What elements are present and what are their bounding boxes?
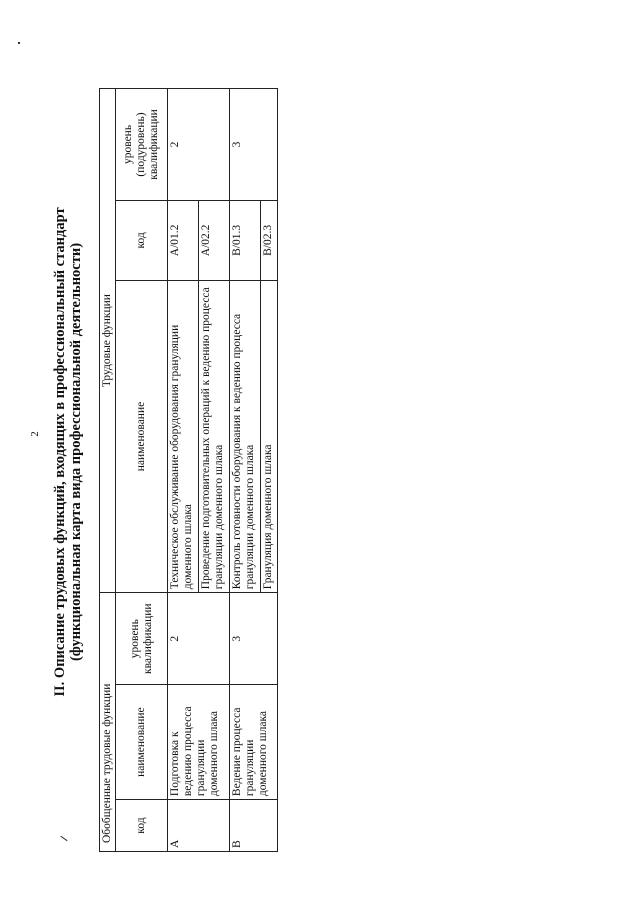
function-b2-name: Грануляция доменного шлака: [261, 280, 278, 592]
function-b1-code: B/01.3: [230, 200, 261, 280]
row-a-level: 2: [168, 593, 230, 685]
group-header-labor: Трудовые функции: [100, 89, 116, 593]
group-header-generalized: Обобщенные трудовые функции: [100, 593, 116, 852]
page-number: 2: [28, 431, 41, 437]
section-title: II. Описание трудовых функций, входящих в профессиональный стандарт: [52, 207, 68, 697]
header-labor-code: код: [116, 200, 168, 280]
header-code: код: [116, 800, 168, 852]
row-a-name: Подготовка к ведению процесса грануляции доменного шлака: [168, 685, 230, 800]
row-b-code: B: [230, 800, 278, 852]
header-name: наименование: [116, 685, 168, 800]
function-a2-name: Проведение подготовительных операций к ведению процесса грануляции доменного шлака: [199, 280, 230, 592]
row-a-sublevel: 2: [168, 89, 230, 201]
functional-map-table: [99, 88, 278, 852]
function-b1-name: Контроль готовности оборудования к ведению процесса грануляции доменного шлака: [230, 280, 261, 592]
function-a1-name: Техническое обслуживание оборудования грануляции доменного шлака: [168, 280, 199, 592]
function-a1-code: A/01.2: [168, 200, 199, 280]
function-b2-code: B/02.3: [261, 200, 278, 280]
row-b-name: Ведение процесса грануляции доменного шлака: [230, 685, 278, 800]
header-labor-name: наименование: [116, 280, 168, 592]
row-a-code: A: [168, 800, 230, 852]
function-a2-code: A/02.2: [199, 200, 230, 280]
section-subtitle: (функциональная карта вида профессиональной деятельности): [68, 242, 84, 662]
row-b-sublevel: 3: [230, 89, 278, 201]
row-b-level: 3: [230, 593, 278, 685]
rotated-page-content: [52, 52, 292, 852]
header-sublevel: уровень (подуровень) квалификации: [116, 89, 168, 201]
header-level: уровень квалификации: [116, 593, 168, 685]
scan-speck: [18, 42, 20, 44]
